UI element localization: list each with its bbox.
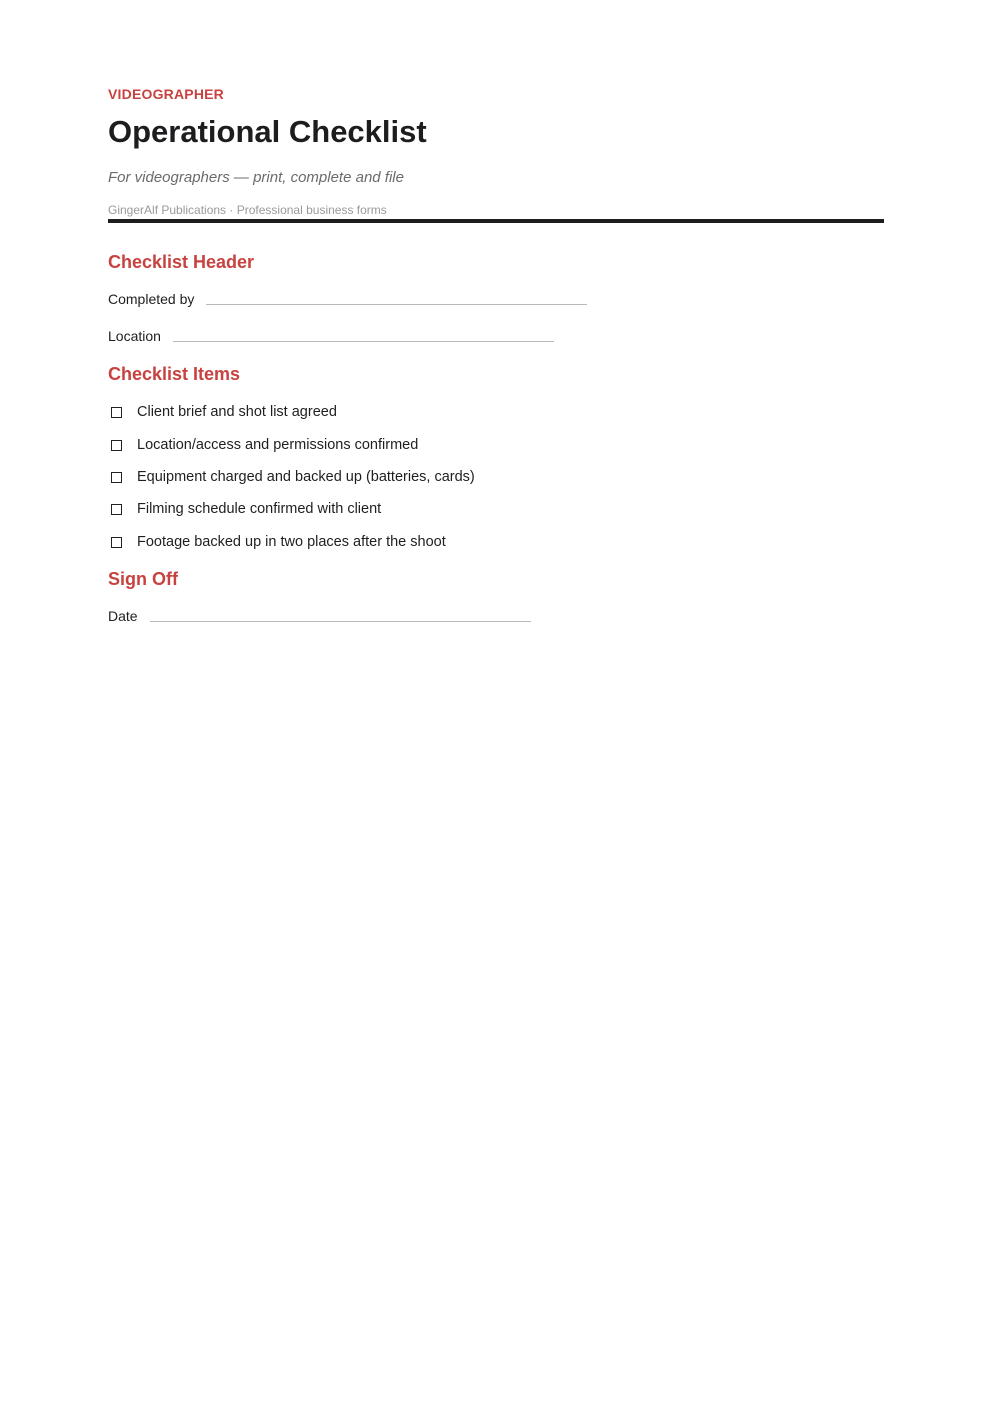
checklist-item-label: Filming schedule confirmed with client — [137, 501, 382, 517]
date-label: Date — [108, 608, 138, 624]
checklist-item-label: Footage backed up in two places after the shoot — [137, 534, 446, 550]
location-input-line[interactable] — [173, 341, 554, 342]
checkbox-icon[interactable] — [111, 407, 122, 418]
checklist-item-label: Client brief and shot list agreed — [137, 404, 337, 420]
section-heading-checklist-items: Checklist Items — [108, 364, 241, 384]
checklist-item[interactable] — [108, 501, 381, 517]
completed-by-input-line[interactable] — [206, 304, 587, 305]
location-label: Location — [108, 328, 161, 344]
form-category: VIDEOGRAPHER — [108, 86, 224, 102]
checklist-item[interactable] — [108, 469, 475, 485]
date-input-line[interactable] — [150, 621, 531, 622]
checklist-item-label: Equipment charged and backed up (batteries, cards) — [137, 469, 475, 485]
checkbox-icon[interactable] — [111, 472, 122, 483]
checklist-item[interactable] — [108, 437, 418, 453]
section-heading-sign-off: Sign Off — [108, 569, 178, 589]
publisher-line: GingerAlf Publications · Professional business forms — [108, 203, 387, 217]
completed-by-label: Completed by — [108, 291, 195, 307]
completed-by-field — [108, 291, 587, 307]
checkbox-icon[interactable] — [111, 504, 122, 515]
date-field — [108, 608, 531, 624]
checklist-item[interactable] — [108, 404, 337, 420]
checkbox-icon[interactable] — [111, 440, 122, 451]
header-divider — [108, 219, 884, 223]
checklist-item[interactable] — [108, 534, 446, 550]
page-title: Operational Checklist — [108, 114, 427, 149]
checklist-item-label: Location/access and permissions confirmed — [137, 437, 419, 453]
page-subtitle: For videographers — print, complete and file — [108, 169, 404, 186]
section-heading-checklist-header: Checklist Header — [108, 252, 255, 272]
checkbox-icon[interactable] — [111, 537, 122, 548]
location-field — [108, 328, 554, 344]
